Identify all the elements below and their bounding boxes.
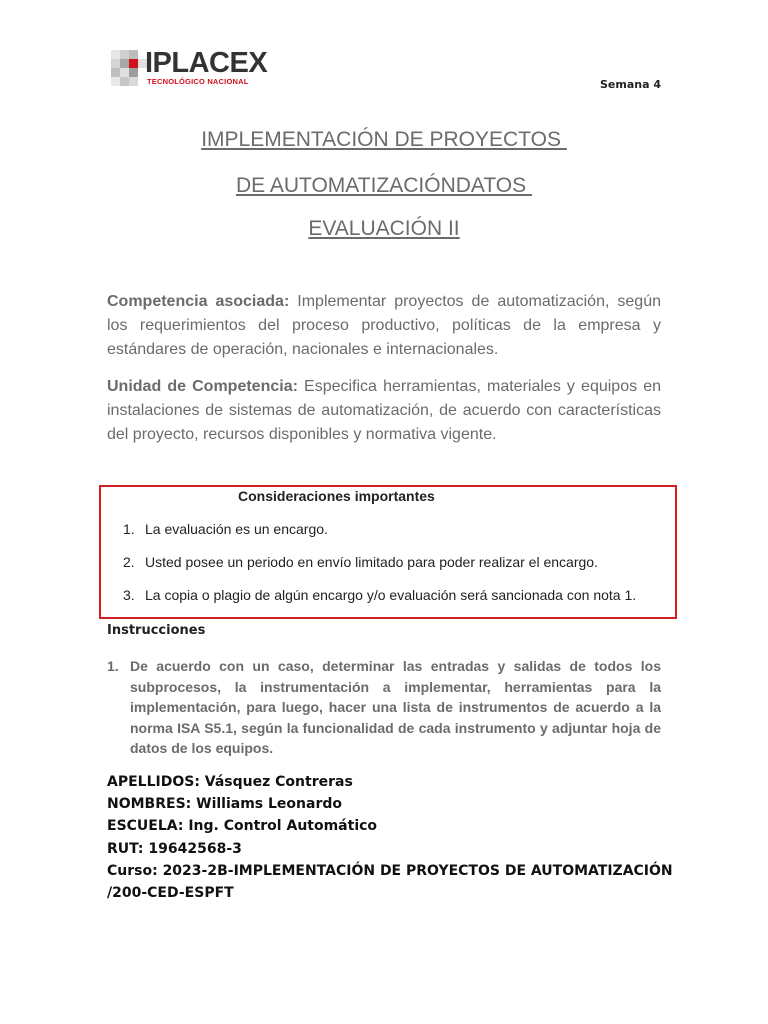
considerations-title: Consideraciones importantes: [238, 488, 435, 504]
instruction-item: [107, 656, 661, 759]
week-label: Semana 4: [599, 78, 661, 91]
student-nombres: NOMBRES: Williams Leonardo: [107, 796, 342, 813]
item-number: 2.: [123, 554, 135, 570]
title-line-3: EVALUACIÓN II: [308, 217, 460, 240]
competencia-label: Competencia asociada:: [107, 293, 290, 310]
considerations-item: [123, 521, 328, 537]
unidad-text: Especifica herramientas, materiales y equipos en instalaciones de sistemas de automatización, de acuerdo con características del proyecto, recursos disponibles y normativa vigente.: [107, 378, 662, 443]
item-number: 3.: [123, 587, 135, 603]
instructions-label: Instrucciones: [107, 623, 206, 638]
title-line-2: DE AUTOMATIZACIÓNDATOS: [236, 174, 532, 197]
logo-mosaic-icon: [111, 50, 147, 86]
considerations-item: [123, 554, 598, 570]
considerations-item: [123, 587, 636, 603]
logo-brand-name: IPLACEX: [145, 47, 268, 79]
student-rut: RUT: 19642568-3: [107, 840, 242, 857]
item-text: Usted posee un periodo en envío limitado para poder realizar el encargo.: [145, 554, 598, 570]
item-text: La evaluación es un encargo.: [145, 521, 328, 537]
competencia-text: Implementar proyectos de automatización, según los requerimientos del proceso productivo, políticas de la empresa y estándares de operación, nacionales e internacionales.: [107, 293, 661, 358]
student-apellidos: APELLIDOS: Vásquez Contreras: [107, 774, 353, 790]
student-curso-code: /200-CED-ESPFT: [107, 885, 234, 902]
item-text: La copia o plagio de algún encargo y/o evaluación será sancionada con nota 1.: [145, 587, 637, 603]
item-text: De acuerdo con un caso, determinar las entradas y salidas de todos los subprocesos, la instrumentación a implementar, herramientas para la implementación, para luego, hacer una lista de instrumentos de acuerdo a la norma ISA S5.1, según la funcionalidad de cada instrumento y adjuntar hoja de datos de los equipos.: [130, 658, 661, 757]
unidad-paragraph: [107, 375, 661, 447]
student-escuela: ESCUELA: Ing. Control Automático: [107, 818, 378, 835]
student-curso: Curso: 2023-2B-IMPLEMENTACIÓN DE PROYECTOS DE AUTOMATIZACIÓN: [107, 862, 673, 879]
competencia-paragraph: [107, 290, 661, 362]
unidad-label: Unidad de Competencia:: [107, 378, 298, 395]
iplacex-logo: [111, 47, 271, 90]
item-number: 1.: [107, 658, 119, 674]
item-number: 1.: [123, 521, 135, 537]
logo-subtitle: TECNOLÓGICO NACIONAL: [147, 77, 249, 86]
title-line-1: IMPLEMENTACIÓN DE PROYECTOS: [201, 128, 567, 151]
student-info: [107, 771, 673, 904]
